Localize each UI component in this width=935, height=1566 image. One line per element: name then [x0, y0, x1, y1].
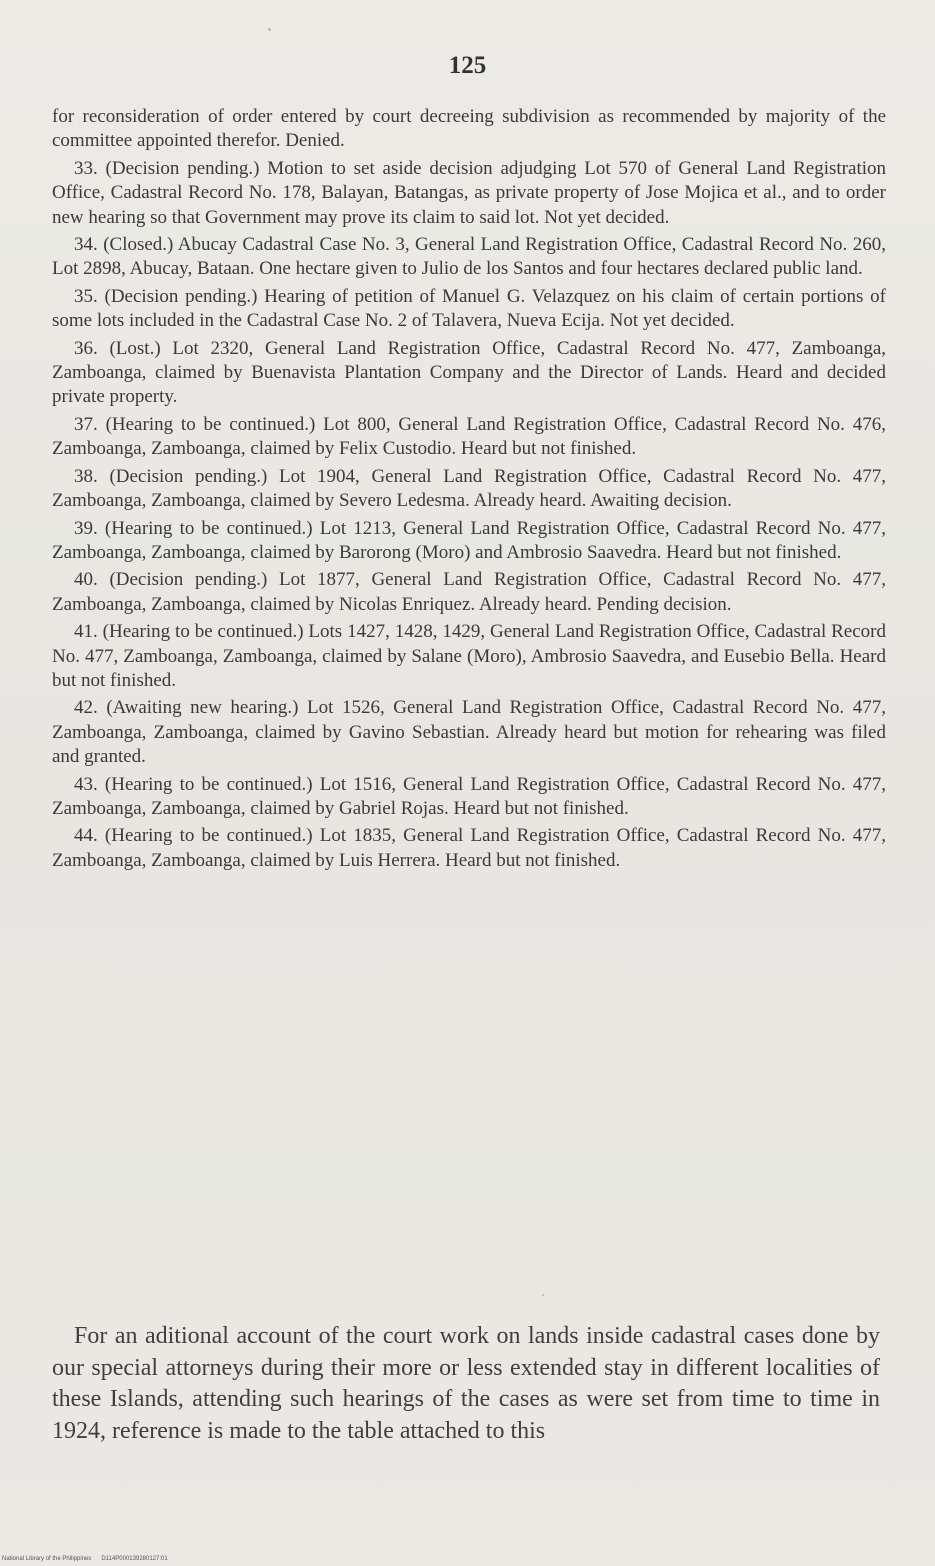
entry-text: Lot 1835, General Land Registration Office, Cadastral Record No. 477, Zamboanga, Zamboanga, claimed by Luis Herrera. Heard but not finished.	[52, 825, 887, 871]
entry-text: Hearing of petition of Manuel G. Velazquez on his claim of certain portions of some lots included in the Cadastral Case No. 2 of Talavera, Nueva Ecija. Not yet decided.	[52, 285, 886, 332]
entry-text: Abucay Cadastral Case No. 3, General Land Registration Office, Cadastral Record No. 260, Lot 2898, Abucay, Bataan. One hectare given to Julio de los Santos and four hectares declared public land.	[52, 234, 886, 280]
list-item	[52, 233, 886, 282]
entry-text: Lot 2320, General Land Registration Office, Cadastral Record No. 477, Zamboanga, Zamboanga, claimed by Buenavista Plantation Company and the Director of Lands. Heard and decided private property.	[52, 337, 887, 408]
scan-footer	[2, 1556, 168, 1562]
list-item	[52, 620, 886, 693]
list-item	[52, 773, 886, 822]
entry-number: 42.	[74, 697, 98, 719]
footer-code: D114P000139280127:01	[101, 1556, 168, 1562]
entry-status: (Decision pending.)	[109, 465, 268, 487]
list-item	[52, 157, 886, 230]
entry-status: (Decision pending.)	[105, 157, 260, 179]
list-item	[52, 824, 886, 873]
entry-status: (Hearing to be continued.)	[104, 517, 313, 539]
page-number: 125	[448, 52, 487, 79]
list-item	[52, 517, 886, 566]
entry-status: (Hearing to be continued.)	[102, 621, 304, 643]
entry-number: 34.	[74, 234, 98, 256]
entry-text: Lot 1904, General Land Registration Office, Cadastral Record No. 477, Zamboanga, Zamboanga, claimed by Severo Ledesma. Already heard. Awaiting decision.	[52, 465, 887, 512]
list-item	[52, 413, 886, 462]
entry-number: 44.	[74, 825, 98, 847]
entry-status: (Hearing to be continued.)	[105, 413, 316, 435]
entry-text: Motion to set aside decision adjudging Lot 570 of General Land Registration Office, Cadastral Record No. 178, Balayan, Batangas, as private property of Jose Mojica et al., and to order new hearing so that Government may prove its claim to said lot. Not yet decided.	[52, 157, 886, 228]
entry-status: (Decision pending.)	[109, 569, 268, 591]
entry-number: 36.	[74, 337, 98, 359]
paper-speck	[542, 1294, 544, 1296]
entry-number: 33.	[74, 157, 98, 179]
entry-status: (Lost.)	[109, 337, 161, 359]
entry-status: (Decision pending.)	[104, 285, 258, 307]
entry-text: Lot 1213, General Land Registration Office, Cadastral Record No. 477, Zamboanga, Zamboanga, claimed by Barorong (Moro) and Ambrosio Saavedra. Heard but not finished.	[52, 517, 887, 563]
entry-status: (Closed.)	[103, 234, 174, 256]
entry-status: (Hearing to be continued.)	[104, 773, 313, 795]
entry-number: 39.	[74, 517, 98, 539]
list-item	[52, 465, 886, 514]
entry-text: Lots 1427, 1428, 1429, General Land Registration Office, Cadastral Record No. 477, Zamboanga, Zamboanga, claimed by Salane (Moro), Ambrosio Saavedra, and Eusebio Bella. Heard but not finished.	[52, 621, 887, 691]
entry-status: (Hearing to be continued.)	[104, 825, 313, 847]
entry-status: (Awaiting new hearing.)	[106, 697, 299, 719]
entry-number: 43.	[74, 773, 98, 795]
entry-number: 35.	[74, 285, 98, 307]
entry-text: Lot 1526, General Land Registration Office, Cadastral Record No. 477, Zamboanga, Zamboanga, claimed by Gavino Sebastian. Already heard but motion for rehearing was filed and granted.	[52, 697, 886, 768]
entry-list	[52, 157, 886, 873]
entry-text: Lot 1877, General Land Registration Office, Cadastral Record No. 477, Zamboanga, Zamboanga, claimed by Nicolas Enriquez. Already heard. Pending decision.	[52, 569, 887, 615]
entry-number: 41.	[74, 621, 98, 643]
entry-text: Lot 1516, General Land Registration Office, Cadastral Record No. 477, Zamboanga, Zamboanga, claimed by Gabriel Rojas. Heard but not finished.	[52, 773, 887, 819]
body-text	[52, 105, 886, 873]
list-item	[52, 696, 886, 769]
paper-speck	[268, 28, 271, 31]
intro-paragraph: for reconsideration of order entered by court decreeing subdivision as recommended by majority of the committee appointed therefor. Denied.	[52, 106, 886, 152]
entry-number: 38.	[74, 465, 98, 487]
entry-text: Lot 800, General Land Registration Office, Cadastral Record No. 476, Zamboanga, Zamboanga, claimed by Felix Custodio. Heard but not finished.	[52, 413, 886, 460]
list-item	[52, 337, 886, 410]
list-item	[52, 568, 886, 617]
closing-paragraph: For an aditional account of the court work on lands inside cadastral cases done by our special attorneys during their more or less extended stay in different localities of these Islands, attending such hearings of the cases as were set from time to time in 1924, reference is made to the table attached to this	[52, 1323, 880, 1444]
footer-library: National Library of the Philippines	[2, 1556, 92, 1562]
entry-number: 40.	[74, 569, 98, 591]
entry-number: 37.	[74, 413, 98, 435]
list-item	[52, 285, 886, 334]
